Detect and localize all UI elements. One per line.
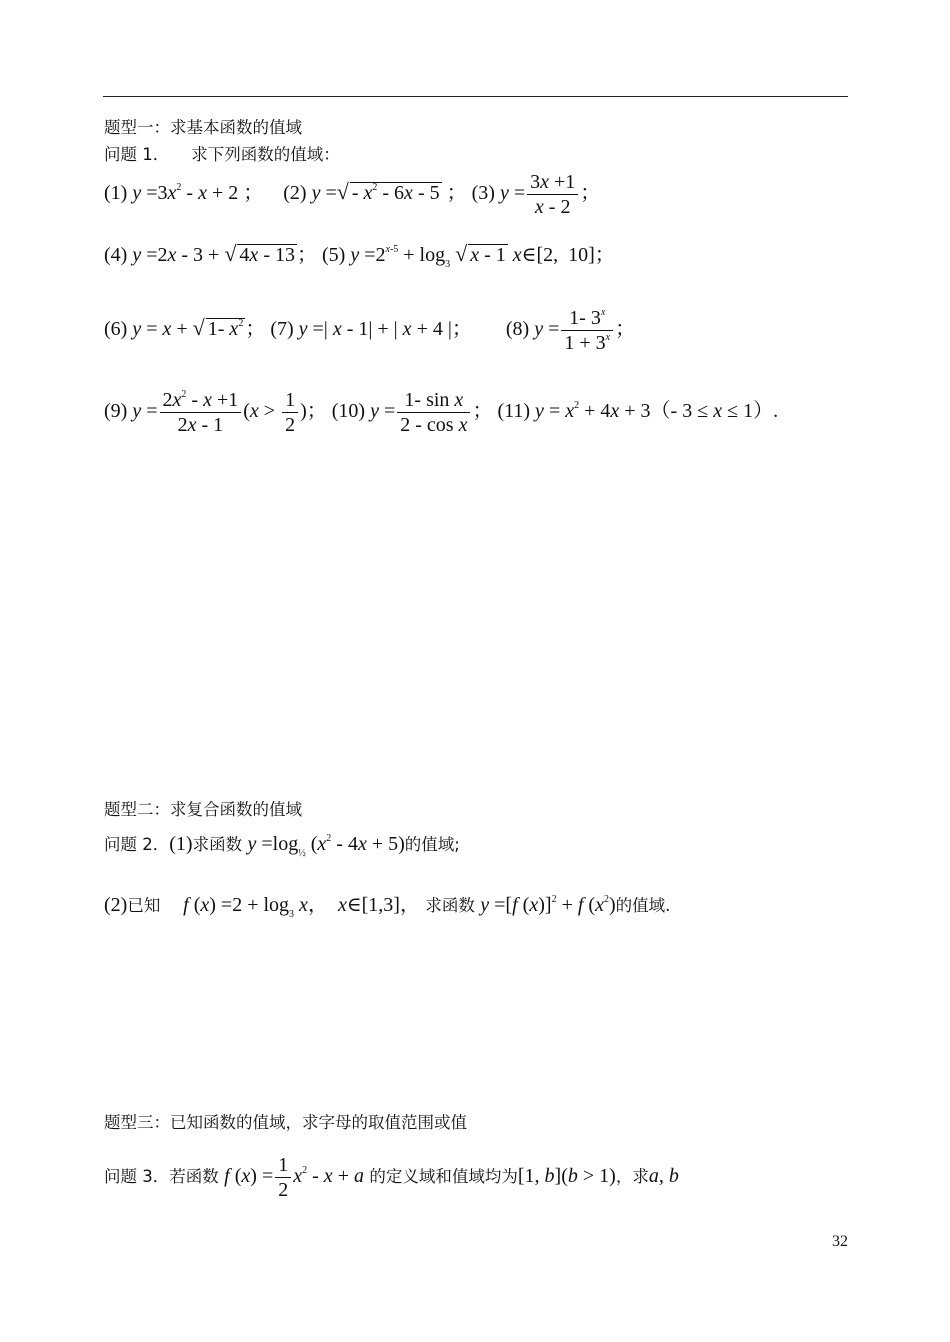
problem3-line	[104, 1155, 679, 1200]
item-4-label: (4)	[104, 244, 128, 266]
item-8-label: (8)	[505, 318, 530, 341]
item-6-label: (6)	[104, 318, 128, 341]
problem2-label: 问题 2．	[104, 835, 170, 854]
item-5-label: (5)	[321, 244, 346, 266]
problem3-mid: 的定义域和值域均为	[369, 1167, 518, 1187]
formula-8: y = $\frac{1- 3^x}{1 + 3^x}$ ；	[534, 307, 636, 354]
item-10-label: (10)	[331, 400, 366, 423]
formula-p2-1: $y =\log_{\frac{1}{2}}$ $(x^2 - 4x + 5)$	[247, 833, 405, 859]
problem3-label: 问题 3．	[104, 1167, 170, 1187]
problem1-text: 求下列函数的值域：	[191, 145, 340, 164]
formula-row-4	[104, 390, 778, 435]
item-7-label: (7)	[270, 318, 294, 341]
header-rule	[103, 96, 848, 97]
problem3-suffix: ，求	[615, 1167, 649, 1187]
formula-9: y = $\frac{2x^2 - x +1}{2x - 1}$ (x > $\frac{1}{2}$ )；	[132, 389, 327, 436]
page-number: 32	[832, 1233, 848, 1250]
item-3-label: (3)	[471, 182, 495, 205]
formula-10: y = $\frac{\text{1- sin x}}{\text{2 - cos x}}$ ；	[370, 389, 493, 436]
problem2-p1-suffix: 的值域;	[404, 835, 460, 854]
formula-p3-range: [1, b](b > 1)	[517, 1165, 616, 1188]
problem1-label: 问题 1．	[104, 145, 170, 164]
formula-p2-2b: y =[f (x)]$^2$ + f $(x^2)$	[480, 894, 616, 916]
formula-5: $y =2^{x-5} + \log_3$ √ x - 1 x∈[2, 10]；	[350, 241, 615, 270]
item-2-label: (2)	[283, 182, 307, 205]
problem2-line1: 问题 2．(1)求函数 $y =\log_{\frac{1}{2}}$ $(x^2 - 4x + 5)$的值域;	[104, 833, 460, 859]
problem2-p1-prefix: 求函数	[192, 835, 243, 854]
formula-row-3	[104, 308, 635, 353]
problem2-line2: (2)已知 f $(x) =2 + \log_3 x$， x∈[1,3]， 求函数 y =[f (x)]$^2$ + f $(x^2)$的值域.	[104, 894, 671, 920]
problem2-p2-mid: 求函数	[425, 896, 475, 915]
formula-p2-2a: f $(x) =2 + \log_3 x$， x∈[1,3]，	[183, 894, 420, 920]
formula-11: $y = x^2 + 4x + 3(-$ 3 ≤ x ≤ 1）.	[535, 400, 779, 423]
formula-2: y =√ - $x^2 - 6x - 5$ ；	[311, 179, 467, 205]
formula-4: y =2x - 3 + √ 4x - 13 ；	[132, 241, 317, 266]
problem3-prefix: 若函数	[169, 1167, 219, 1187]
item-11-label: (11)	[497, 400, 531, 423]
section2-title: 题型二：求复合函数的值域	[104, 800, 302, 819]
problem2-p2-suffix: 的值域.	[615, 896, 671, 915]
formula-1: $y =3x^2 - x + 2$ ；	[132, 182, 264, 205]
formula-row-2	[104, 243, 615, 270]
formula-7: y =| x - 1| + | x + 4 |；	[298, 318, 472, 341]
formula-3: y = $\frac{3x +1}{x - 2}$ ；	[499, 171, 601, 218]
formula-row-1	[104, 172, 600, 217]
section3-title: 题型三：已知函数的值域，求字母的取值范围或值	[104, 1113, 467, 1132]
problem2-p2-prefix: 已知	[127, 896, 161, 915]
section1-title: 题型一：求基本函数的值域	[104, 118, 302, 137]
item-1-label: (1)	[104, 182, 128, 205]
item-9-label: (9)	[104, 400, 128, 423]
problem1-line	[104, 147, 340, 164]
formula-6: y = x + √ 1- $x^2$ ；	[132, 315, 266, 341]
formula-p3-vars: a, b	[648, 1165, 679, 1188]
formula-p3: f (x) = $\frac{1}{2}$ $x^2 - x + a$	[224, 1154, 364, 1201]
